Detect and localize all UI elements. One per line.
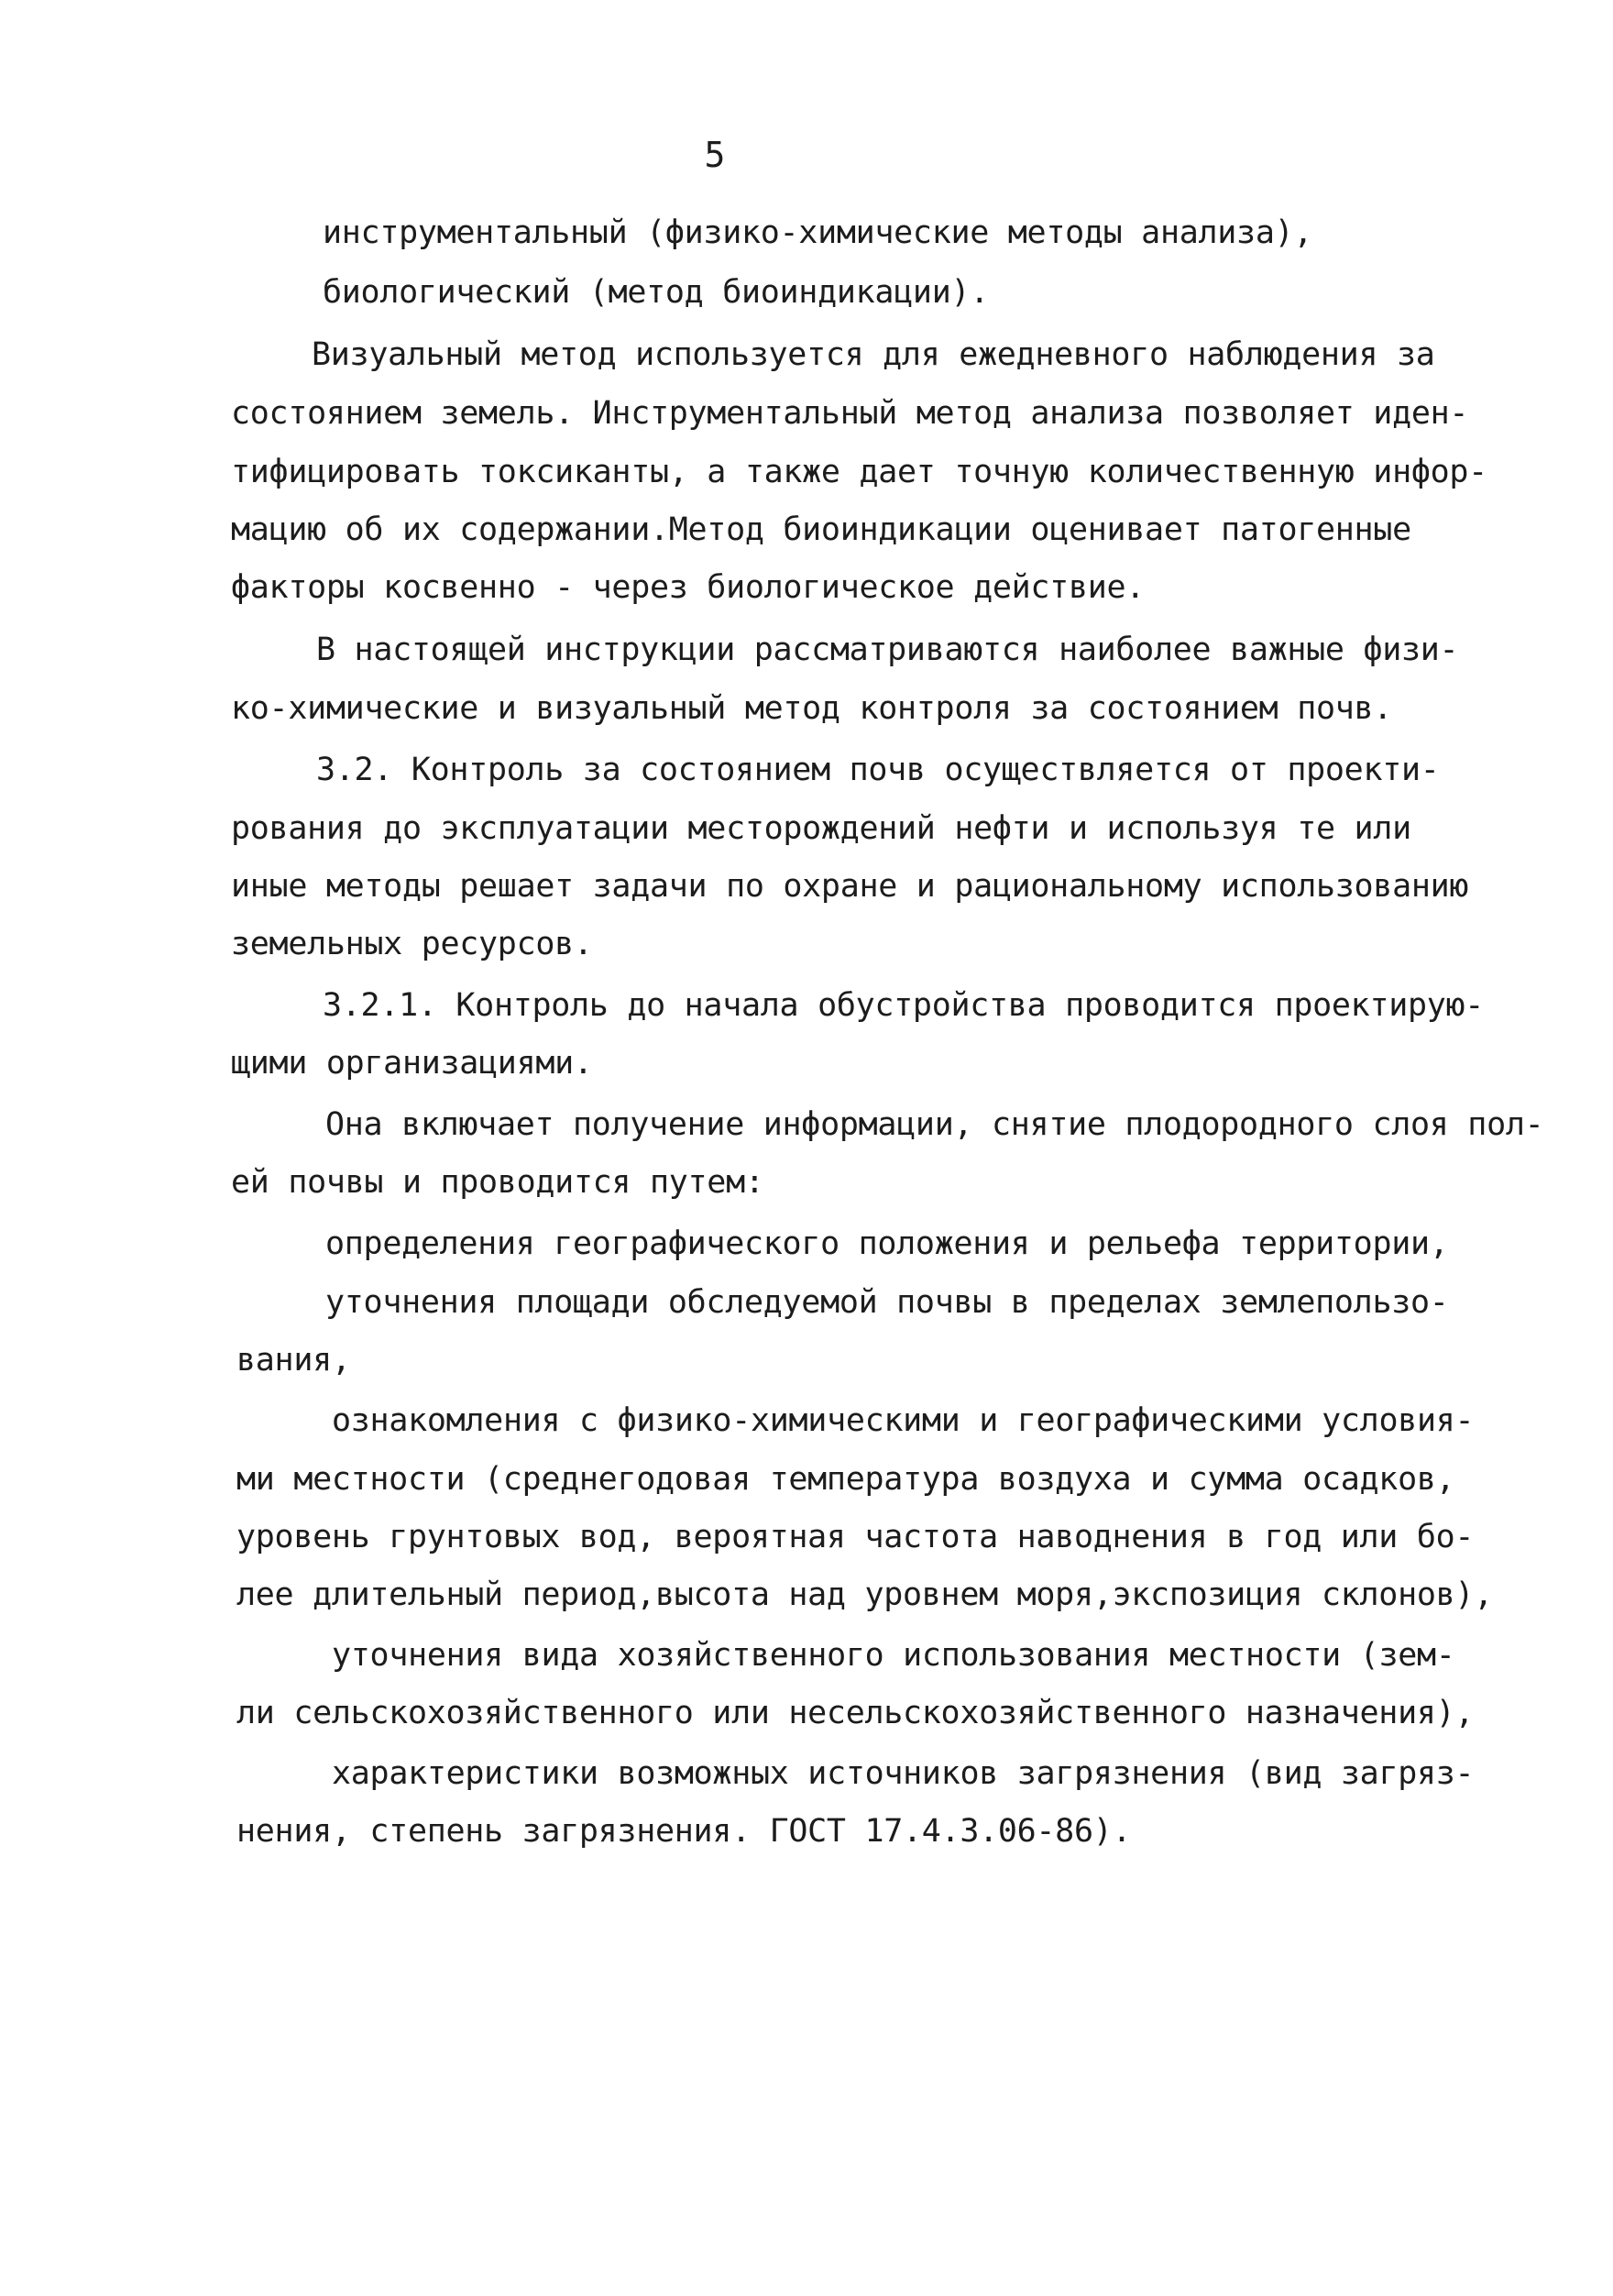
text-line: уровень грунтовых вод, вероятная частота наводнения в год или бо- — [236, 1519, 1475, 1555]
text-line: Визуальный метод используется для ежедневного наблюдения за — [312, 336, 1435, 373]
text-line: тифицировать токсиканты, а также дает точную количественную инфор- — [231, 454, 1487, 490]
text-line: определения географического положения и рельефа территории, — [325, 1225, 1449, 1262]
text-line: 3.2.1. Контроль до начала обустройства проводится проектирую- — [323, 987, 1485, 1024]
text-line: щими организациями. — [231, 1045, 593, 1082]
text-line: биологический (метод биоиндикации). — [323, 274, 990, 311]
text-line: уточнения вида хозяйственного использования местности (зем- — [332, 1637, 1455, 1674]
text-line: ей почвы и проводится путем: — [231, 1164, 764, 1201]
text-line: иные методы решает задачи по охране и рациональному использованию — [231, 868, 1469, 905]
text-line: Она включает получение информации, снятие плодородного слоя пол- — [325, 1106, 1544, 1143]
text-line: ко-химические и визуальный метод контроля за состоянием почв. — [231, 690, 1393, 727]
text-line: мацию об их содержании.Метод биоиндикации оценивает патогенные — [231, 511, 1411, 548]
text-line: лее длительный период,высота над уровнем моря,экспозиция склонов), — [236, 1576, 1493, 1613]
text-line: состоянием земель. Инструментальный метод анализа позволяет иден- — [231, 395, 1469, 432]
text-line: вания, — [236, 1342, 351, 1379]
text-line: нения, степень загрязнения. ГОСТ 17.4.3.06-86). — [236, 1813, 1132, 1850]
text-line: факторы косвенно - через биологическое действие. — [231, 569, 1146, 606]
text-line: земельных ресурсов. — [231, 926, 593, 962]
text-line: В настоящей инструкции рассматриваются наиболее важные физи- — [316, 632, 1459, 668]
text-line: 3.2. Контроль за состоянием почв осуществляется от проекти- — [316, 752, 1440, 788]
text-line: ознакомления с физико-химическими и географическими условия- — [332, 1402, 1475, 1439]
text-line: уточнения площади обследуемой почвы в пределах землепользо- — [325, 1284, 1449, 1321]
text-line: инструментальный (физико-химические методы анализа), — [323, 214, 1313, 251]
text-line: ми местности (среднегодовая температура воздуха и сумма осадков, — [236, 1461, 1455, 1498]
text-line: ли сельскохозяйственного или несельскохозяйственного назначения), — [236, 1695, 1475, 1731]
text-line: рования до эксплуатации месторождений нефти и используя те или — [231, 810, 1411, 847]
text-line: характеристики возможных источников загрязнения (вид загряз- — [332, 1755, 1475, 1792]
page-number: 5 — [704, 135, 726, 175]
